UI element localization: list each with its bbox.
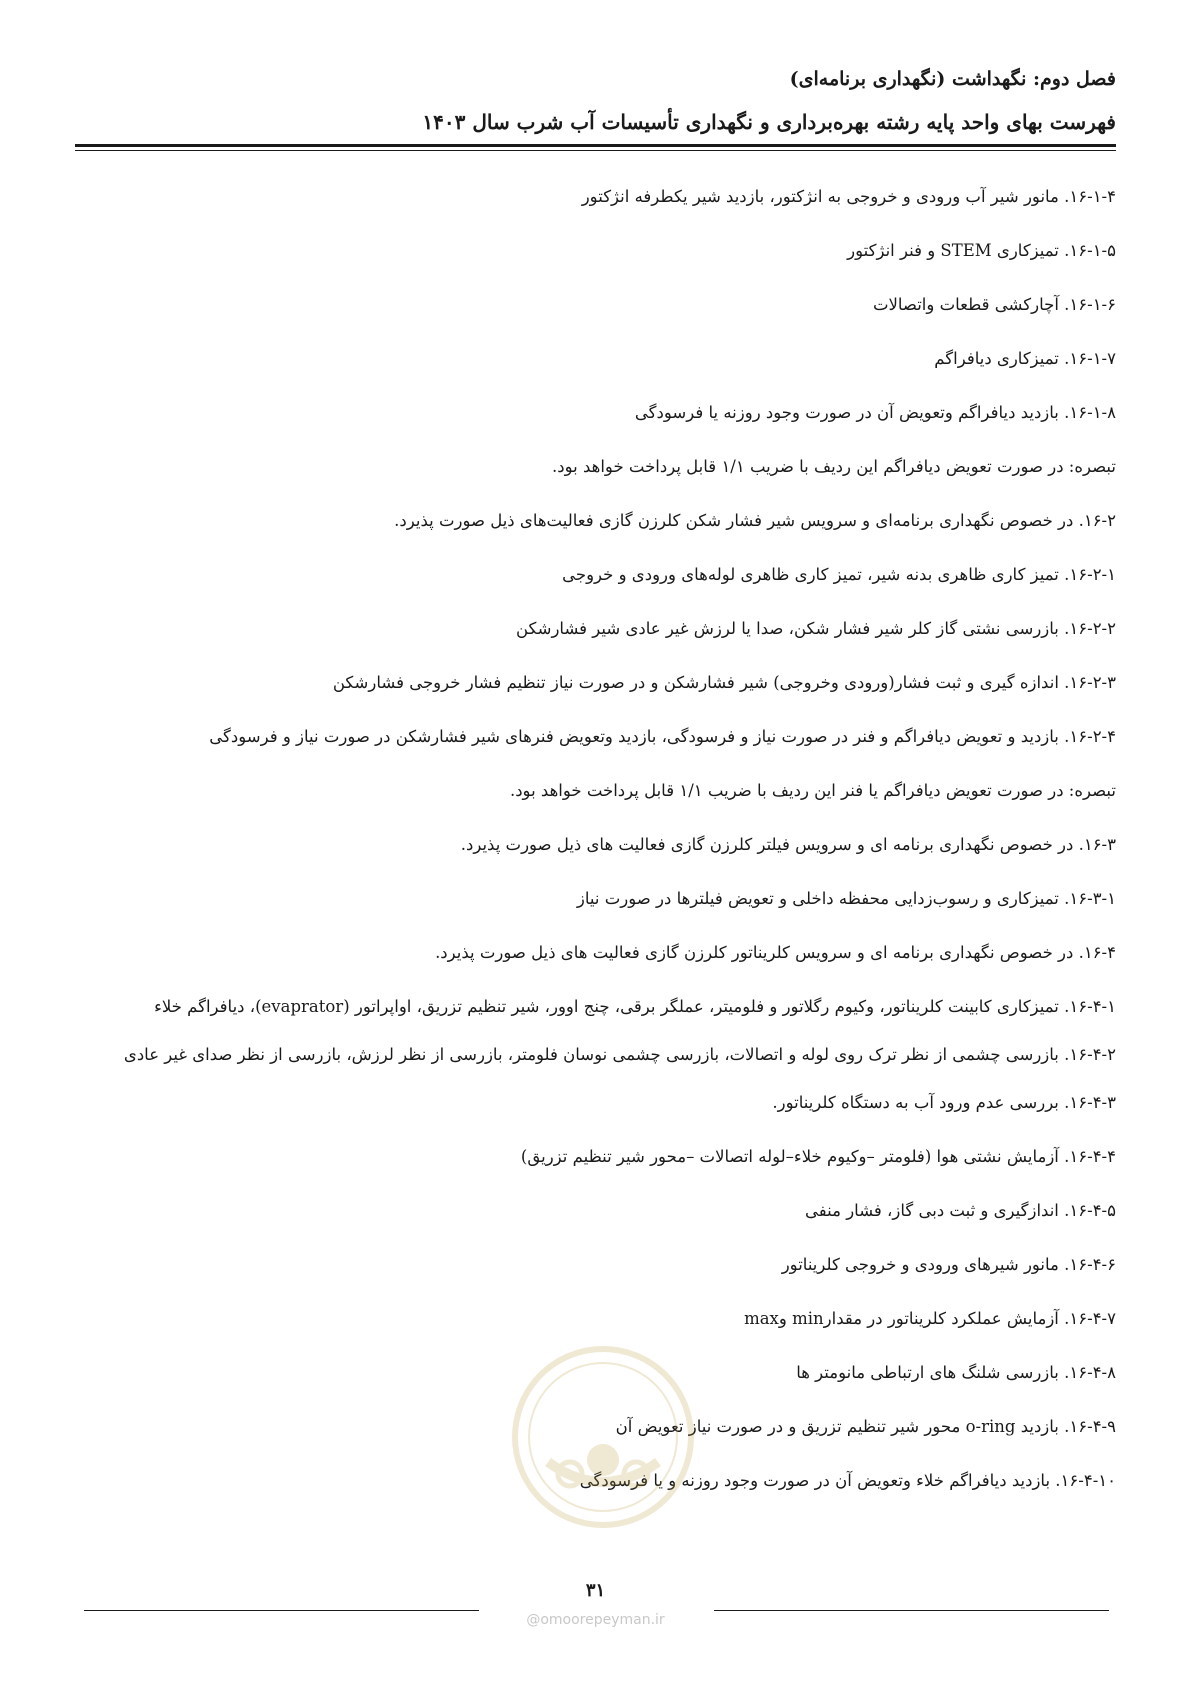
footer-rule-right bbox=[714, 1610, 1109, 1611]
item-16-4-6: ۱۶-۴-۶. مانور شیرهای ورودی و خروجی کلریناتور bbox=[781, 1255, 1116, 1274]
item-16-4: ۱۶-۴. در خصوص نگهداری برنامه ای و سرویس کلریناتور کلرزن گازی فعالیت های ذیل صورت پذیرد. bbox=[435, 943, 1116, 962]
item-16-1-6: ۱۶-۱-۶. آچارکشی قطعات واتصالات bbox=[872, 295, 1116, 314]
item-16-2: ۱۶-۲. در خصوص نگهداری برنامه‌ای و سرویس شیر فشار شکن کلرزن گازی فعالیت‌های ذیل صورت پذیرد. bbox=[394, 511, 1116, 530]
note-diaphragm-spring: تبصره: در صورت تعویض دیافراگم یا فنر این ردیف با ضریب ۱/۱ قابل پرداخت خواهد بود. bbox=[509, 781, 1116, 800]
item-16-4-7: ۱۶-۴-۷. آزمایش عملکرد کلریناتور در مقدارmin وmax bbox=[744, 1309, 1116, 1328]
item-16-4-9: ۱۶-۴-۹. بازدید o-ring محور شیر تنظیم تزریق و در صورت نیاز تعویض آن bbox=[615, 1417, 1116, 1436]
item-16-1-8: ۱۶-۱-۸. بازدید دیافراگم وتعویض آن در صورت وجود روزنه یا فرسودگی bbox=[634, 403, 1116, 422]
item-16-4-8: ۱۶-۴-۸. بازرسی شلنگ های ارتباطی مانومتر ها bbox=[796, 1363, 1116, 1382]
watermark-logo bbox=[508, 1342, 698, 1532]
item-16-2-1: ۱۶-۲-۱. تمیز کاری ظاهری بدنه شیر، تمیز کاری ظاهری لوله‌های ورودی و خروجی bbox=[562, 565, 1116, 584]
item-16-1-7: ۱۶-۱-۷. تمیزکاری دیافراگم bbox=[934, 349, 1116, 368]
page-number: ۳۱ bbox=[585, 1580, 606, 1601]
item-16-4-4: ۱۶-۴-۴. آزمایش نشتی هوا (فلومتر –وکیوم خلاء–لوله اتصالات –محور شیر تنظیم تزریق) bbox=[520, 1147, 1116, 1166]
item-16-4-3: ۱۶-۴-۳. بررسی عدم ورود آب به دستگاه کلریناتور. bbox=[772, 1093, 1116, 1112]
item-16-1-4: ۱۶-۱-۴. مانور شیر آب ورودی و خروجی به انژکتور، بازدید شیر یکطرفه انژکتور bbox=[581, 187, 1116, 206]
item-16-2-4: ۱۶-۲-۴. بازدید و تعویض دیافراگم و فنر در صورت نیاز و فرسودگی، بازدید وتعویض فنرهای شیر فشارشکن در صورت نیاز و فرسودگی bbox=[209, 727, 1116, 746]
item-16-1-5: ۱۶-۱-۵. تمیزکاری STEM و فنر انژکتور bbox=[847, 241, 1116, 260]
document-subtitle: فهرست بهای واحد پایه رشته بهره‌برداری و نگهداری تأسیسات آب شرب سال ۱۴۰۳ bbox=[422, 110, 1116, 134]
item-16-4-10: ۱۶-۴-۱۰. بازدید دیافراگم خلاء وتعویض آن در صورت وجود روزنه و یا فرسودگی bbox=[579, 1471, 1116, 1490]
footer-rule-left bbox=[84, 1610, 479, 1611]
item-16-4-1: ۱۶-۴-۱. تمیزکاری کابینت کلریناتور، وکیوم رگلاتور و فلومیتر، عملگر برقی، چنج اوور، شیر تنظیم تزریق، اواپراتور (evaprator)، دیافراگم خلاء bbox=[154, 997, 1116, 1016]
page-header bbox=[75, 62, 1116, 142]
chapter-title: فصل دوم: نگهداشت (نگهداری برنامه‌ای) bbox=[789, 68, 1116, 90]
item-16-2-3: ۱۶-۲-۳. اندازه گیری و ثبت فشار(ورودی وخروجی) شیر فشارشکن و در صورت نیاز تنظیم فشار خروجی فشارشکن bbox=[332, 673, 1116, 692]
note-diaphragm: تبصره: در صورت تعویض دیافراگم این ردیف با ضریب ۱/۱ قابل پرداخت خواهد بود. bbox=[552, 457, 1116, 476]
header-rule-thick bbox=[75, 144, 1116, 147]
item-16-4-5: ۱۶-۴-۵. اندازگیری و ثبت دبی گاز، فشار منفی bbox=[805, 1201, 1116, 1220]
watermark-url: @omoorepeyman.ir bbox=[526, 1612, 665, 1628]
item-16-3: ۱۶-۳. در خصوص نگهداری برنامه ای و سرویس فیلتر کلرزن گازی فعالیت های ذیل صورت پذیرد. bbox=[460, 835, 1116, 854]
header-rule-thin bbox=[75, 150, 1116, 151]
item-16-2-2: ۱۶-۲-۲. بازرسی نشتی گاز کلر شیر فشار شکن، صدا یا لرزش غیر عادی شیر فشارشکن bbox=[515, 619, 1116, 638]
item-16-3-1: ۱۶-۳-۱. تمیزکاری و رسوب‌زدایی محفظه داخلی و تعویض فیلترها در صورت نیاز bbox=[576, 889, 1116, 908]
item-16-4-2: ۱۶-۴-۲. بازرسی چشمی از نظر ترک روی لوله و اتصالات، بازرسی چشمی نوسان فلومتر، بازرسی از نظر لرزش، بازرسی از نظر صدای غیر عادی bbox=[123, 1045, 1116, 1064]
document-body bbox=[86, 180, 1116, 1518]
